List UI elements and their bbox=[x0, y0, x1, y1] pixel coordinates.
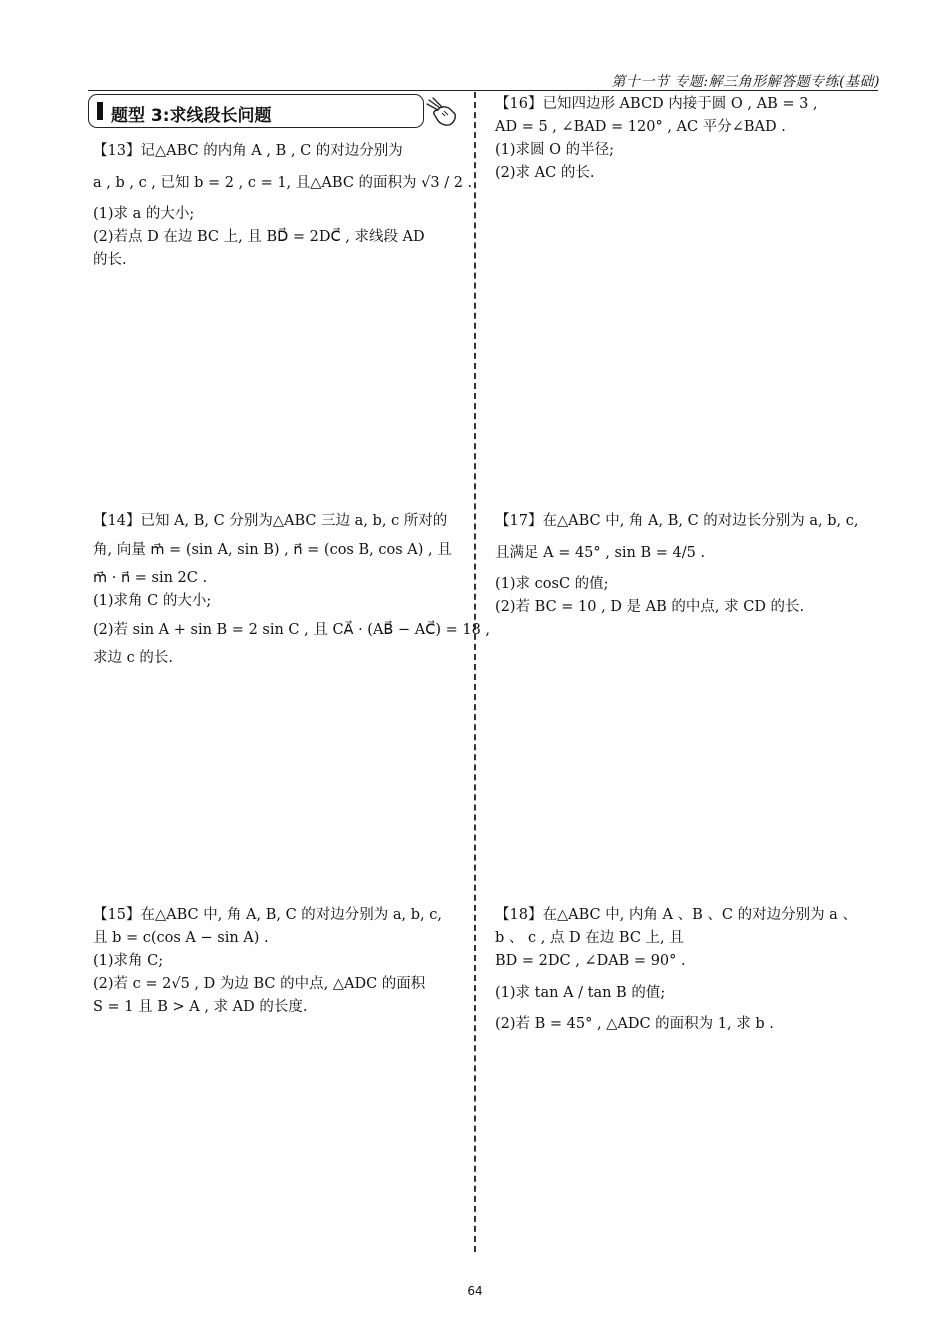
problem-16-line: 【16】已知四边形 ABCD 内接于圆 O , AB = 3 , bbox=[495, 96, 818, 112]
problem-14-line: 求边 c 的长. bbox=[93, 650, 173, 666]
section-marker bbox=[97, 102, 103, 120]
problem-13 bbox=[93, 140, 473, 272]
problem-15-line: (2)若 c = 2√5 , D 为边 BC 的中点, △ADC 的面积 bbox=[93, 976, 426, 992]
problem-17 bbox=[495, 510, 875, 619]
header-title: 第十一节 专题:解三角形解答题专练(基础) bbox=[611, 74, 880, 90]
problem-16-line: AD = 5 , ∠BAD = 120° , AC 平分∠BAD . bbox=[495, 119, 786, 135]
problem-17-line: (2)若 BC = 10 , D 是 AB 的中点, 求 CD 的长. bbox=[495, 599, 805, 615]
problem-16-line: (2)求 AC 的长. bbox=[495, 165, 595, 181]
problem-17-line: 且满足 A = 45° , sin B = 4/5 . bbox=[495, 545, 706, 561]
problem-16-line: (1)求圆 O 的半径; bbox=[495, 142, 615, 158]
problem-14-line: (2)若 sin A + sin B = 2 sin C , 且 CA⃗ · (AB⃗ − AC⃗) = 18 , bbox=[93, 622, 491, 638]
problem-14-line: 【14】已知 A, B, C 分别为△ABC 三边 a, b, c 所对的 bbox=[93, 513, 448, 529]
problem-15-line: (1)求角 C; bbox=[93, 953, 164, 969]
problem-15-line: 且 b = c(cos A − sin A) . bbox=[93, 930, 269, 946]
problem-14-line: 角, 向量 m⃗ = (sin A, sin B) , n⃗ = (cos B, cos A) , 且 bbox=[93, 542, 452, 558]
problem-17-line: (1)求 cosC 的值; bbox=[495, 576, 609, 592]
problem-14 bbox=[93, 510, 491, 670]
section-heading-box bbox=[88, 94, 424, 128]
problem-18-line: 【18】在△ABC 中, 内角 A 、B 、C 的对边分别为 a 、 bbox=[495, 907, 857, 923]
header-rule bbox=[88, 90, 878, 91]
problem-18 bbox=[495, 904, 875, 1036]
problem-14-line: m⃗ · n⃗ = sin 2C . bbox=[93, 570, 208, 586]
pointing-hand-icon bbox=[424, 96, 458, 128]
problem-16 bbox=[495, 93, 875, 185]
problem-18-line: BD = 2DC , ∠DAB = 90° . bbox=[495, 953, 686, 969]
problem-14-line: (1)求角 C 的大小; bbox=[93, 593, 212, 609]
problem-13-line: (1)求 a 的大小; bbox=[93, 206, 195, 222]
page-number: 64 bbox=[467, 1284, 483, 1298]
column-divider bbox=[474, 92, 476, 1252]
problem-18-line: (2)若 B = 45° , △ADC 的面积为 1, 求 b . bbox=[495, 1016, 774, 1032]
problem-13-line: 【13】记△ABC 的内角 A , B , C 的对边分别为 bbox=[93, 143, 403, 159]
section-title: 题型 3:求线段长问题 bbox=[111, 106, 272, 126]
problem-18-line: (1)求 tan A / tan B 的值; bbox=[495, 985, 666, 1001]
problem-15-line: S = 1 且 B > A , 求 AD 的长度. bbox=[93, 999, 308, 1015]
problem-18-line: b 、 c , 点 D 在边 BC 上, 且 bbox=[495, 930, 684, 946]
problem-13-line: (2)若点 D 在边 BC 上, 且 BD⃗ = 2DC⃗ , 求线段 AD bbox=[93, 229, 425, 245]
problem-13-line: a , b , c , 已知 b = 2 , c = 1, 且△ABC 的面积为 √3 / 2 . bbox=[93, 175, 473, 191]
problem-17-line: 【17】在△ABC 中, 角 A, B, C 的对边长分别为 a, b, c, bbox=[495, 513, 859, 529]
problem-15-line: 【15】在△ABC 中, 角 A, B, C 的对边分别为 a, b, c, bbox=[93, 907, 442, 923]
problem-13-line: 的长. bbox=[93, 252, 127, 268]
problem-15 bbox=[93, 904, 468, 1019]
